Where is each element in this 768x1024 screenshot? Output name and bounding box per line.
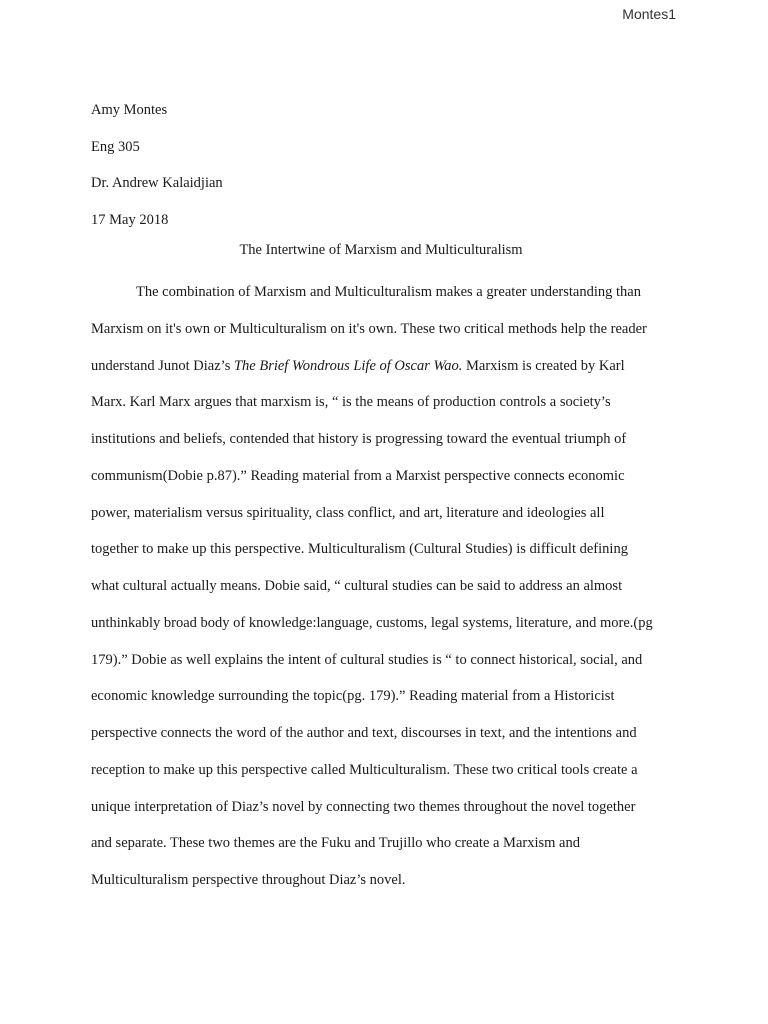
body-text: understand Junot Diaz’s — [91, 357, 234, 374]
running-head: Montes1 — [622, 6, 676, 22]
body-line: reception to make up this perspective called Multiculturalism. These two critical tools create a — [91, 761, 638, 778]
body-text: Marxism is created by Karl — [462, 357, 625, 374]
body-line: Marxism on it's own or Multiculturalism on it's own. These two critical methods help the reader — [91, 320, 647, 337]
essay-body — [91, 274, 676, 899]
body-line: perspective connects the word of the author and text, discourses in text, and the intentions and — [91, 725, 637, 741]
essay-title: The Intertwine of Marxism and Multiculturalism — [239, 242, 523, 258]
body-line: together to make up this perspective. Multiculturalism (Cultural Studies) is difficult defining — [91, 541, 628, 558]
essay-date: 17 May 2018 — [91, 212, 169, 229]
mla-heading — [91, 92, 671, 239]
body-line: unthinkably broad body of knowledge:language, customs, legal systems, literature, and more.(pg — [91, 614, 653, 631]
body-line: Multiculturalism perspective throughout Diaz’s novel. — [91, 872, 406, 888]
novel-title: The Brief Wondrous Life of Oscar Wao. — [233, 357, 463, 374]
body-line: and separate. These two themes are the Fuku and Trujillo who create a Marxism and — [91, 835, 580, 852]
body-line: communism(Dobie p.87).” Reading material from a Marxist perspective connects economic — [91, 467, 625, 484]
body-line: unique interpretation of Diaz’s novel by connecting two themes throughout the novel together — [91, 798, 636, 815]
body-line: economic knowledge surrounding the topic(pg. 179).” Reading material from a Historicist — [91, 688, 615, 705]
body-line: The combination of Marxism and Multiculturalism makes a greater understanding than — [136, 284, 641, 300]
body-line: 179).” Dobie as well explains the intent of cultural studies is “ to connect historical, social, and — [91, 651, 643, 668]
instructor-name: Dr. Andrew Kalaidjian — [91, 175, 223, 192]
body-line: power, materialism versus spirituality, class conflict, and art, literature and ideologies all — [91, 504, 605, 521]
body-line: what cultural actually means. Dobie said, “ cultural studies can be said to address an almost — [91, 578, 623, 594]
body-line — [91, 348, 676, 385]
author-name: Amy Montes — [91, 102, 168, 118]
body-line: institutions and beliefs, contended that history is progressing toward the eventual triumph of — [91, 431, 627, 447]
course-name: Eng 305 — [91, 138, 140, 155]
body-line: Marx. Karl Marx argues that marxism is, “ is the means of production controls a society’s — [91, 394, 611, 411]
